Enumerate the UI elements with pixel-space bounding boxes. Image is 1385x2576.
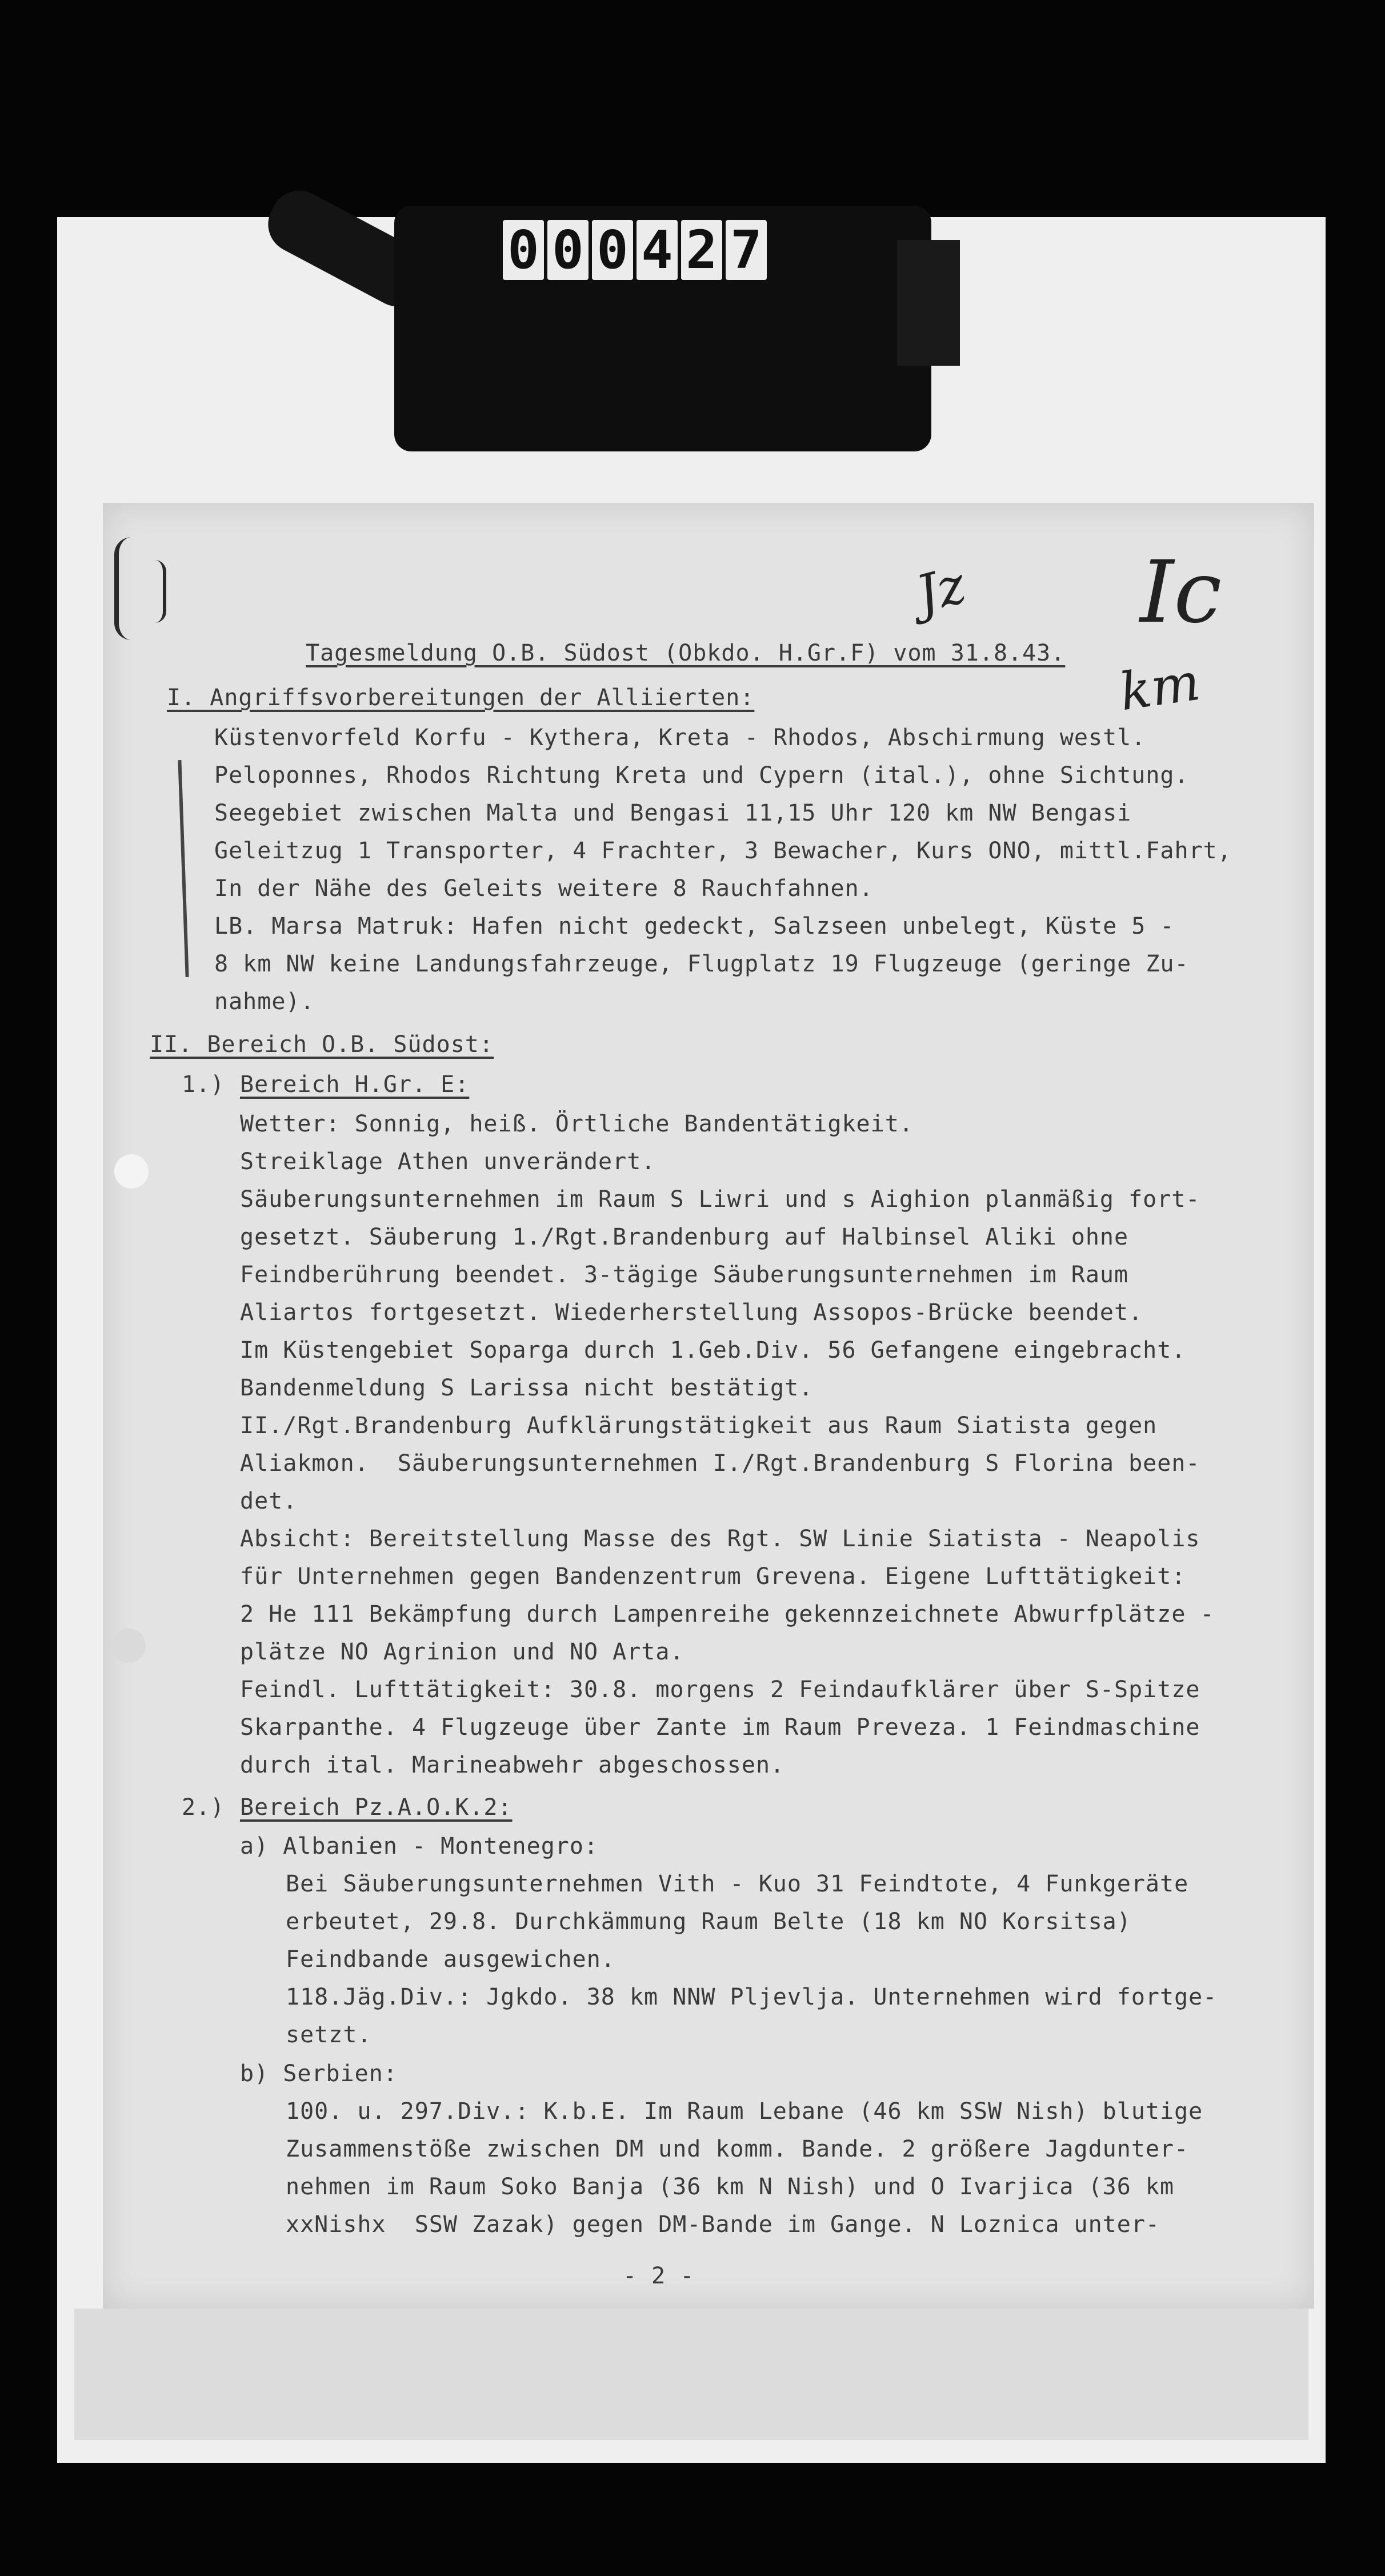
text-line: Skarpanthe. 4 Flugzeuge über Zante im Raum Preveza. 1 Feindmaschine [240, 1714, 1200, 1741]
text-line: Wetter: Sonnig, heiß. Örtliche Bandentätigkeit. [240, 1111, 914, 1137]
counter-digit: 7 [726, 220, 767, 280]
document-title: Tagesmeldung O.B. Südost (Obkdo. H.Gr.F) vom 31.8.43. [306, 640, 1066, 666]
text-line: Aliartos fortgesetzt. Wiederherstellung Assopos-Brücke beendet. [240, 1299, 1143, 1326]
handwritten-initials: km [1116, 651, 1204, 723]
punch-hole [111, 1629, 146, 1663]
text-line: Feindbande ausgewichen. [286, 1946, 615, 1973]
subsection-number: 2.) [182, 1794, 225, 1821]
text-line: gesetzt. Säuberung 1./Rgt.Brandenburg auf Halbinsel Aliki ohne [240, 1224, 1129, 1250]
section-heading: II. Bereich O.B. Südost: [150, 1031, 494, 1058]
counter-digit: 0 [547, 220, 589, 280]
list-label: a) Albanien - Montenegro: [240, 1833, 599, 1859]
text-line: erbeutet, 29.8. Durchkämmung Raum Belte (18 km NO Korsitsa) [286, 1909, 1131, 1935]
text-line: Seegebiet zwischen Malta und Bengasi 11,15 Uhr 120 km NW Bengasi [214, 800, 1132, 826]
text-line: 8 km NW keine Landungsfahrzeuge, Flugplatz 19 Flugzeuge (geringe Zu- [214, 951, 1189, 977]
text-line: Feindberührung beendet. 3-tägige Säuberungsunternehmen im Raum [240, 1262, 1129, 1288]
text-line: Feindl. Lufttätigkeit: 30.8. morgens 2 Feindaufklärer über S-Spitze [240, 1677, 1200, 1703]
subsection-number: 1.) [182, 1071, 225, 1098]
subsection-heading: Bereich H.Gr. E: [240, 1071, 470, 1098]
text-line: xxNishx SSW Zazak) gegen DM-Bande im Gange. N Loznica unter- [286, 2211, 1160, 2238]
text-line: det. [240, 1488, 298, 1514]
text-line: 100. u. 297.Div.: K.b.E. Im Raum Lebane (46 km SSW Nish) blutige [286, 2098, 1203, 2125]
text-line: Küstenvorfeld Korfu - Kythera, Kreta - Rhodos, Abschirmung westl. [214, 725, 1146, 751]
text-line: Im Küstengebiet Soparga durch 1.Geb.Div. 56 Gefangene eingebracht. [240, 1337, 1186, 1363]
text-line: II./Rgt.Brandenburg Aufklärungstätigkeit aus Raum Siatista gegen [240, 1413, 1158, 1439]
text-line: Bei Säuberungsunternehmen Vith - Kuo 31 Feindtote, 4 Funkgeräte [286, 1871, 1189, 1897]
counter-side-block [897, 240, 960, 366]
text-line: Aliakmon. Säuberungsunternehmen I./Rgt.Brandenburg S Florina been- [240, 1450, 1200, 1477]
text-line: Zusammenstöße zwischen DM und komm. Bande. 2 größere Jagdunter- [286, 2136, 1189, 2162]
frame-counter-digits [503, 220, 767, 283]
handwritten-initials: Ic [1140, 543, 1222, 642]
text-line: für Unternehmen gegen Bandenzentrum Grevena. Eigene Lufttätigkeit: [240, 1563, 1186, 1590]
counter-digit: 0 [503, 220, 544, 280]
text-line: LB. Marsa Matruk: Hafen nicht gedeckt, Salzseen unbelegt, Küste 5 - [214, 913, 1175, 939]
text-line: Säuberungsunternehmen im Raum S Liwri und s Aighion planmäßig fort- [240, 1186, 1200, 1213]
handwritten-mark: Jz [910, 554, 972, 626]
text-line: 2 He 111 Bekämpfung durch Lampenreihe gekennzeichnete Abwurfplätze - [240, 1601, 1215, 1627]
counter-digit: 2 [681, 220, 722, 280]
text-line: Bandenmeldung S Larissa nicht bestätigt. [240, 1375, 814, 1401]
section-heading: I. Angriffsvorbereitungen der Alliierten: [167, 685, 755, 711]
list-label: b) Serbien: [240, 2061, 398, 2087]
page-number: - 2 - [623, 2263, 695, 2289]
text-line: Streiklage Athen unverändert. [240, 1149, 656, 1175]
text-line: plätze NO Agrinion und NO Arta. [240, 1639, 685, 1665]
staple-mark [146, 560, 166, 623]
scan-edge-band [74, 2309, 1308, 2440]
text-line: Absicht: Bereitstellung Masse des Rgt. SW Linie Siatista - Neapolis [240, 1526, 1200, 1552]
text-line: durch ital. Marineabwehr abgeschossen. [240, 1752, 785, 1778]
text-line: Peloponnes, Rhodos Richtung Kreta und Cypern (ital.), ohne Sichtung. [214, 762, 1189, 789]
text-line: Geleitzug 1 Transporter, 4 Frachter, 3 Bewacher, Kurs ONO, mittl.Fahrt, [214, 838, 1232, 864]
text-line: nahme). [214, 989, 315, 1015]
text-line: nehmen im Raum Soko Banja (36 km N Nish) und O Ivarjica (36 km [286, 2174, 1175, 2200]
subsection-heading: Bereich Pz.A.O.K.2: [240, 1794, 513, 1821]
punch-hole [114, 1154, 149, 1189]
counter-digit: 4 [637, 220, 678, 280]
text-line: setzt. [286, 2022, 372, 2048]
text-line: 118.Jäg.Div.: Jgkdo. 38 km NNW Pljevlja. Unternehmen wird fortge- [286, 1984, 1218, 2010]
text-line: In der Nähe des Geleits weitere 8 Rauchfahnen. [214, 875, 874, 902]
counter-digit: 0 [592, 220, 633, 280]
